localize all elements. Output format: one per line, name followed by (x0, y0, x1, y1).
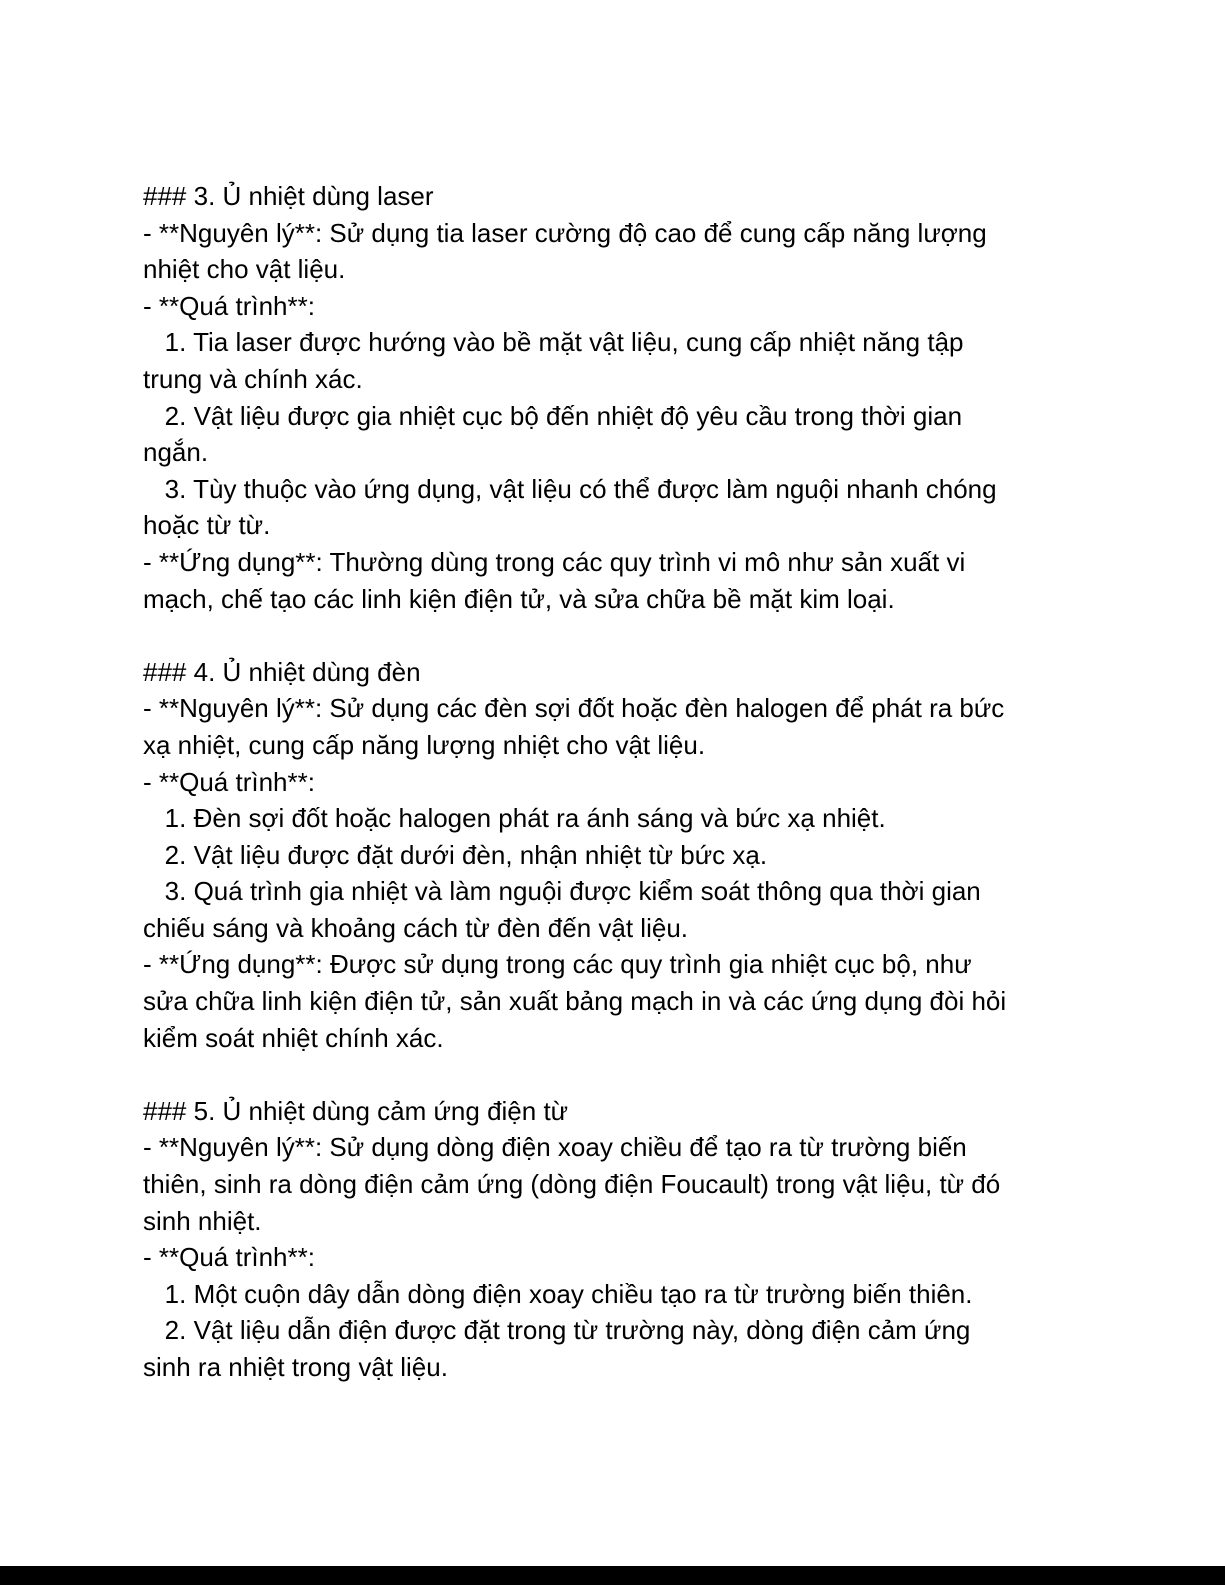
section-induction-annealing (143, 1093, 1083, 1386)
process-step: 1. Đèn sợi đốt hoặc halogen phát ra ánh sáng và bức xạ nhiệt. (143, 803, 886, 834)
principle-text: nhiệt cho vật liệu. (143, 254, 346, 285)
process-step: hoặc từ từ. (143, 510, 271, 541)
principle-text: xạ nhiệt, cung cấp năng lượng nhiệt cho vật liệu. (143, 729, 706, 760)
section-lamp-annealing (143, 654, 1083, 1057)
process-step: 2. Vật liệu được gia nhiệt cục bộ đến nhiệt độ yêu cầu trong thời gian (143, 400, 963, 431)
section-laser-annealing (143, 178, 1083, 617)
principle-text: - **Nguyên lý**: Sử dụng tia laser cường độ cao để cung cấp năng lượng (143, 217, 987, 248)
process-step: trung và chính xác. (143, 363, 363, 394)
application-text: kiểm soát nhiệt chính xác. (143, 1022, 444, 1053)
process-label: - **Quá trình**: (143, 766, 315, 797)
paragraph-spacer (143, 1056, 1083, 1093)
principle-text: - **Nguyên lý**: Sử dụng các đèn sợi đốt hoặc đèn halogen để phát ra bức (143, 693, 1005, 724)
process-step: 1. Một cuộn dây dẫn dòng điện xoay chiều tạo ra từ trường biến thiên. (143, 1278, 973, 1309)
process-step: 2. Vật liệu dẫn điện được đặt trong từ trường này, dòng điện cảm ứng (143, 1315, 971, 1346)
process-step: 3. Quá trình gia nhiệt và làm nguội được kiểm soát thông qua thời gian (143, 876, 981, 907)
application-text: mạch, chế tạo các linh kiện điện tử, và sửa chữa bề mặt kim loại. (143, 583, 895, 614)
process-label: - **Quá trình**: (143, 1242, 315, 1273)
application-text: sửa chữa linh kiện điện tử, sản xuất bảng mạch in và các ứng dụng đòi hỏi (143, 986, 1007, 1017)
process-label: - **Quá trình**: (143, 290, 315, 321)
application-text: - **Ứng dụng**: Thường dùng trong các quy trình vi mô như sản xuất vi (143, 546, 966, 577)
document-body (143, 178, 1083, 1386)
process-step: ngắn. (143, 437, 209, 468)
principle-text: thiên, sinh ra dòng điện cảm ứng (dòng điện Foucault) trong vật liệu, từ đó (143, 1169, 1001, 1200)
principle-text: - **Nguyên lý**: Sử dụng dòng điện xoay chiều để tạo ra từ trường biến (143, 1132, 967, 1163)
section-heading: ### 4. Ủ nhiệt dùng đèn (143, 656, 421, 687)
application-text: - **Ứng dụng**: Được sử dụng trong các quy trình gia nhiệt cục bộ, như (143, 949, 972, 980)
process-step: 3. Tùy thuộc vào ứng dụng, vật liệu có thể được làm nguội nhanh chóng (143, 473, 997, 504)
process-step: chiếu sáng và khoảng cách từ đèn đến vật liệu. (143, 912, 688, 943)
page-bottom-edge (0, 1566, 1225, 1585)
section-heading: ### 5. Ủ nhiệt dùng cảm ứng điện từ (143, 1095, 569, 1126)
process-step: 2. Vật liệu được đặt dưới đèn, nhận nhiệt từ bức xạ. (143, 839, 768, 870)
paragraph-spacer (143, 617, 1083, 654)
process-step: 1. Tia laser được hướng vào bề mặt vật liệu, cung cấp nhiệt năng tập (143, 327, 964, 358)
section-heading: ### 3. Ủ nhiệt dùng laser (143, 181, 434, 211)
principle-text: sinh nhiệt. (143, 1205, 262, 1236)
process-step: sinh ra nhiệt trong vật liệu. (143, 1352, 448, 1382)
